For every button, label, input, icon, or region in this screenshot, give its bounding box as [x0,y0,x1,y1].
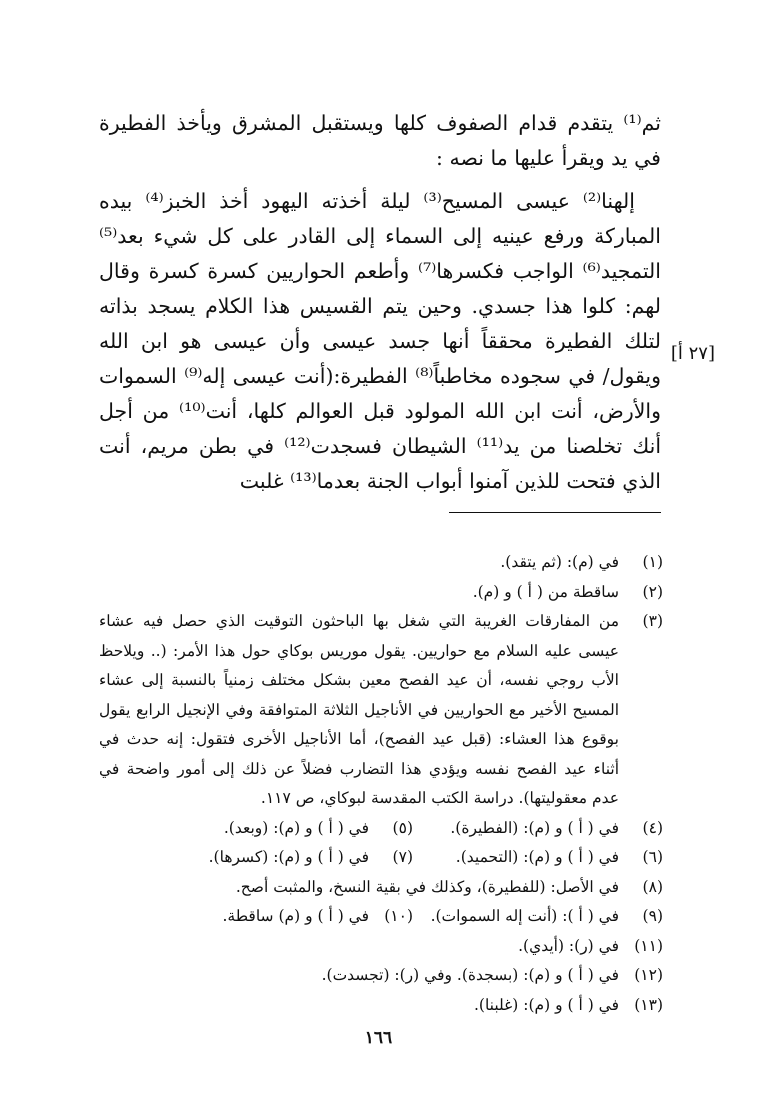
footnote-text: ساقطة من ( أ ) و (م). [472,582,619,601]
footnote [99,578,663,608]
footnote [99,548,663,578]
footnote [99,932,663,962]
footnote-text: في (م): (ثم يتقد). [500,553,619,571]
footnote-row [99,814,663,844]
page-number: ١٦٦ [364,1028,393,1048]
footnote [99,961,663,991]
footnote-text: من المفارقات الغريبة التي شغل بها الباحثون التوقيت الذي حصل فيه عشاء عيسى عليه السلام مع حواريين. يقول موريس بوكاي حول هذا الأمر: (.. ويلاحظ الأب روجي نفسه، أن عيد الفصح معين بشكل مختلف زمنياً بالنسبة إلى عشاء المسيح الأخير مع الحواريين في الأناجيل الثلاثة المتوافقة وفي الإنجيل الرابع يقول بوقوع هذا العشاء: (قبل عيد الفصح)، أما الأناجيل الأخرى فتقول: إنه حدث في أثناء عيد الفصح نفسه ويؤدي هذا التضارب فضلاً عن ذلك إلى أمور واضحة في عدم معقوليتها). دراسة الكتب المقدسة لبوكاي، ص ١١٧. [99,612,619,807]
footnote [413,902,663,932]
footnote-number: (٨) [642,877,663,896]
manuscript-folio-marker: [٢٧ أ] [670,343,715,364]
footnote-text: في ( أ ) و (م): (بسجدة). وفي (ر): (تجسدت). [321,966,619,984]
footnote-number: (١٣) [634,995,663,1014]
footnote-text: في ( أ ) و (م): (الفطيرة). [450,818,619,837]
footnotes [99,548,663,1020]
main-text [99,106,661,499]
footnote-number: (١٠) [384,907,413,925]
footnote-number: (٢) [642,582,663,601]
footnote-number: (٩) [642,907,663,925]
footnote [99,873,663,903]
footnote-text: في ( أ ) و (م) ساقطة. [222,907,369,925]
footnote-number: (٥) [392,818,413,837]
footnote-text: في ( أ ) و (م): (كسرها). [208,848,369,866]
footnote-text: في ( أ ): (أنت إله السموات). [430,907,619,925]
paragraph-1: ثم⁽¹⁾ يتقدم قدام الصفوف كلها ويستقبل المشرق ويأخذ الفطيرة في يد ويقرأ عليها ما نصه : [99,111,661,170]
footnote-row [99,902,663,932]
footnote [224,814,413,844]
footnote [413,814,663,844]
footnote-text: في ( أ ) و (م): (التحميد). [455,848,619,866]
footnote-number: (١) [642,553,663,571]
footnote [99,607,663,814]
footnote-number: (٧) [392,848,413,866]
footnote-number: (١١) [634,936,663,955]
footnote [99,991,663,1021]
paragraph-2: إلهنا⁽²⁾ عيسى المسيح⁽³⁾ ليلة أخذته اليهود أخذ الخبز⁽⁴⁾ بيده المباركة ورفع عينيه إلى السماء إلى القادر على كل شيء بعد⁽⁵⁾ التمجيد⁽⁶⁾ الواجب فكسرها⁽⁷⁾ وأطعم الحواريين كسرة كسرة وقال لهم: كلوا هذا جسدي. وحين يتم القسيس هذا الكلام يسجد بذاته لتلك الفطيرة محققاً أنها جسد عيسى وأن عيسى هو ابن الله ويقول/ في سجوده مخاطباً⁽⁸⁾ الفطيرة:(أنت عيسى إله⁽⁹⁾ السموات والأرض، أنت ابن الله المولود قبل العوالم كلها، أنت⁽¹⁰⁾ من أجل أنك تخلصنا من يد⁽¹¹⁾ الشيطان فسجدت⁽¹²⁾ في بطن مريم، أنت الذي فتحت للذين آمنوا أبواب الجنة بعدما⁽¹³⁾ غلبت [99,189,662,493]
footnote [222,902,413,932]
footnote-number: (٣) [642,612,663,630]
footnote-number: (٦) [642,848,663,866]
footnote-row [99,843,663,873]
footnote-text: في ( أ ) و (م): (وبعد). [223,818,369,837]
footnote-divider [449,512,661,513]
footnote [209,843,413,873]
footnote-number: (١٢) [634,966,663,984]
footnote-text: في ( أ ) و (م): (غلبنا). [473,995,619,1014]
footnote [413,843,663,873]
footnote-number: (٤) [642,818,663,837]
footnote-text: في الأصل: (للفطيرة)، وكذلك في بقية النسخ، والمثبت أصح. [235,877,619,896]
footnote-text: في (ر): (أيدي). [518,936,619,955]
